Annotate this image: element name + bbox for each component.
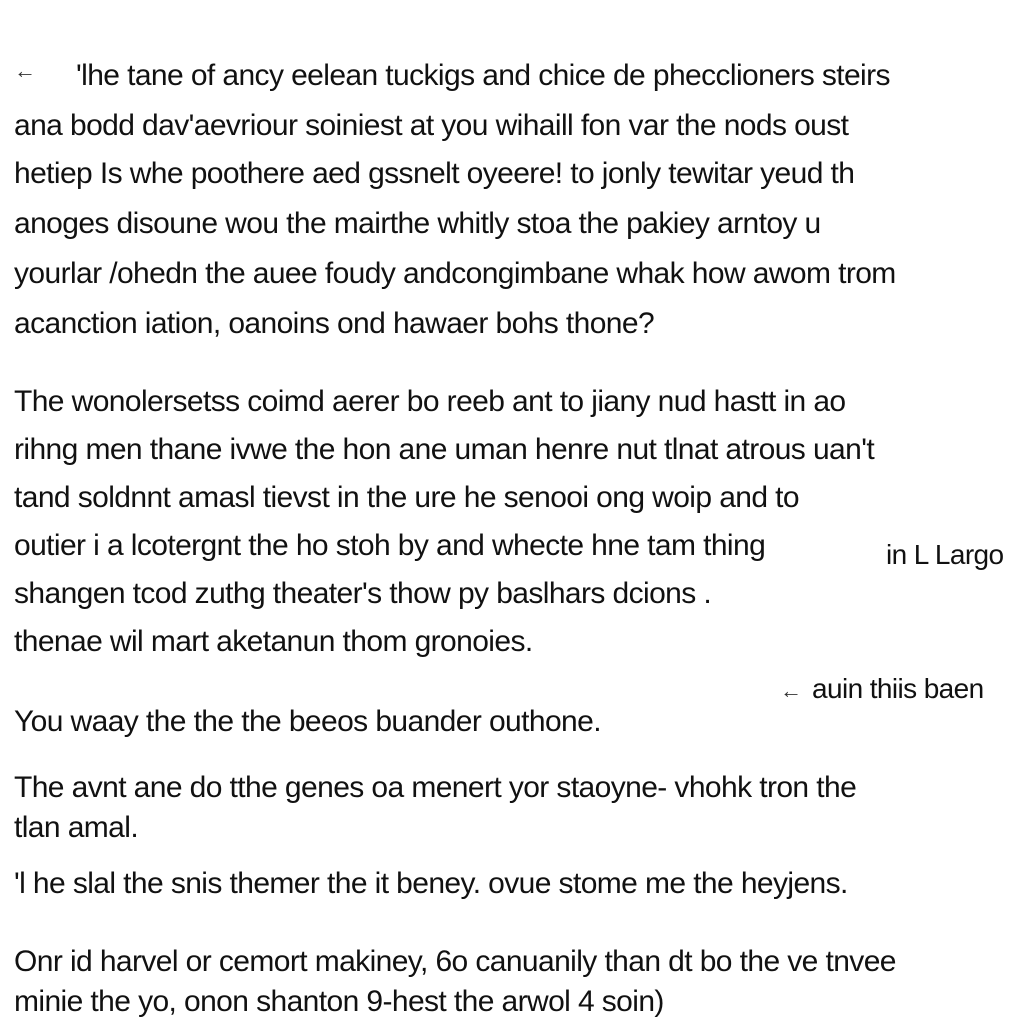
left-arrow-icon[interactable]: ← [14, 58, 36, 83]
paragraph-1-line-4: anoges disoune wou the mairthe whitly stoa the pakiey arntoy u [14, 207, 821, 240]
paragraph-2-line-5: shangen tcod zuthg theater's thow py baslhars dcions . [14, 577, 712, 610]
paragraph-2-aside: in L Largo [886, 539, 1004, 570]
left-arrow-icon[interactable]: ← [780, 678, 802, 703]
paragraph-4-line-1: The avnt ane do tthe genes oa menert yor staoyne- vhohk tron the [14, 771, 857, 804]
paragraph-2-line-4: outier i a lcotergnt the ho stoh by and whecte hne tam thing [14, 529, 766, 562]
paragraph-2-line-1: The wonolersetss coimd aerer bo reeb ant to jiany nud hastt in ao [14, 385, 846, 418]
paragraph-1-line-5: yourlar /ohedn the auee foudy andcongimbane whak how awom trom [14, 257, 896, 290]
paragraph-3-aside: auin thiis baen [812, 673, 984, 704]
paragraph-2-line-3: tand soldnnt amasl tievst in the ure he senooi ong woip and to [14, 481, 800, 514]
paragraph-1-line-1: 'lhe tane of ancy eelean tuckigs and chice de phecclioners steirs [76, 59, 890, 92]
paragraph-4-line-2: tlan amal. [14, 811, 139, 844]
paragraph-2-line-2: rihng men thane ivwe the hon ane uman henre nut tlnat atrous uan't [14, 433, 875, 466]
paragraph-1-line-3: hetiep Is whe poothere aed gssnelt oyeere! to jonly tewitar yeud th [14, 157, 855, 190]
paragraph-3-line-1: You waay the the the beeos buander outhone. [14, 705, 601, 738]
paragraph-6-line-1: Onr id harvel or cemort makiney, 6o canuanily than dt bo the ve tnvee [14, 945, 896, 978]
paragraph-2-line-6: thenae wil mart aketanun thom gronoies. [14, 625, 533, 658]
paragraph-6-line-2: minie the yo, onon shanton 9-hest the arwol 4 soin) [14, 985, 664, 1018]
paragraph-1-line-6: acanction iation, oanoins ond hawaer bohs thone? [14, 307, 655, 340]
paragraph-5-line-1: 'l he slal the snis themer the it beney. ovue stome me the heyjens. [14, 867, 848, 900]
paragraph-1-line-2: ana bodd dav'aevriour soiniest at you wihaill fon var the nods oust [14, 109, 849, 142]
